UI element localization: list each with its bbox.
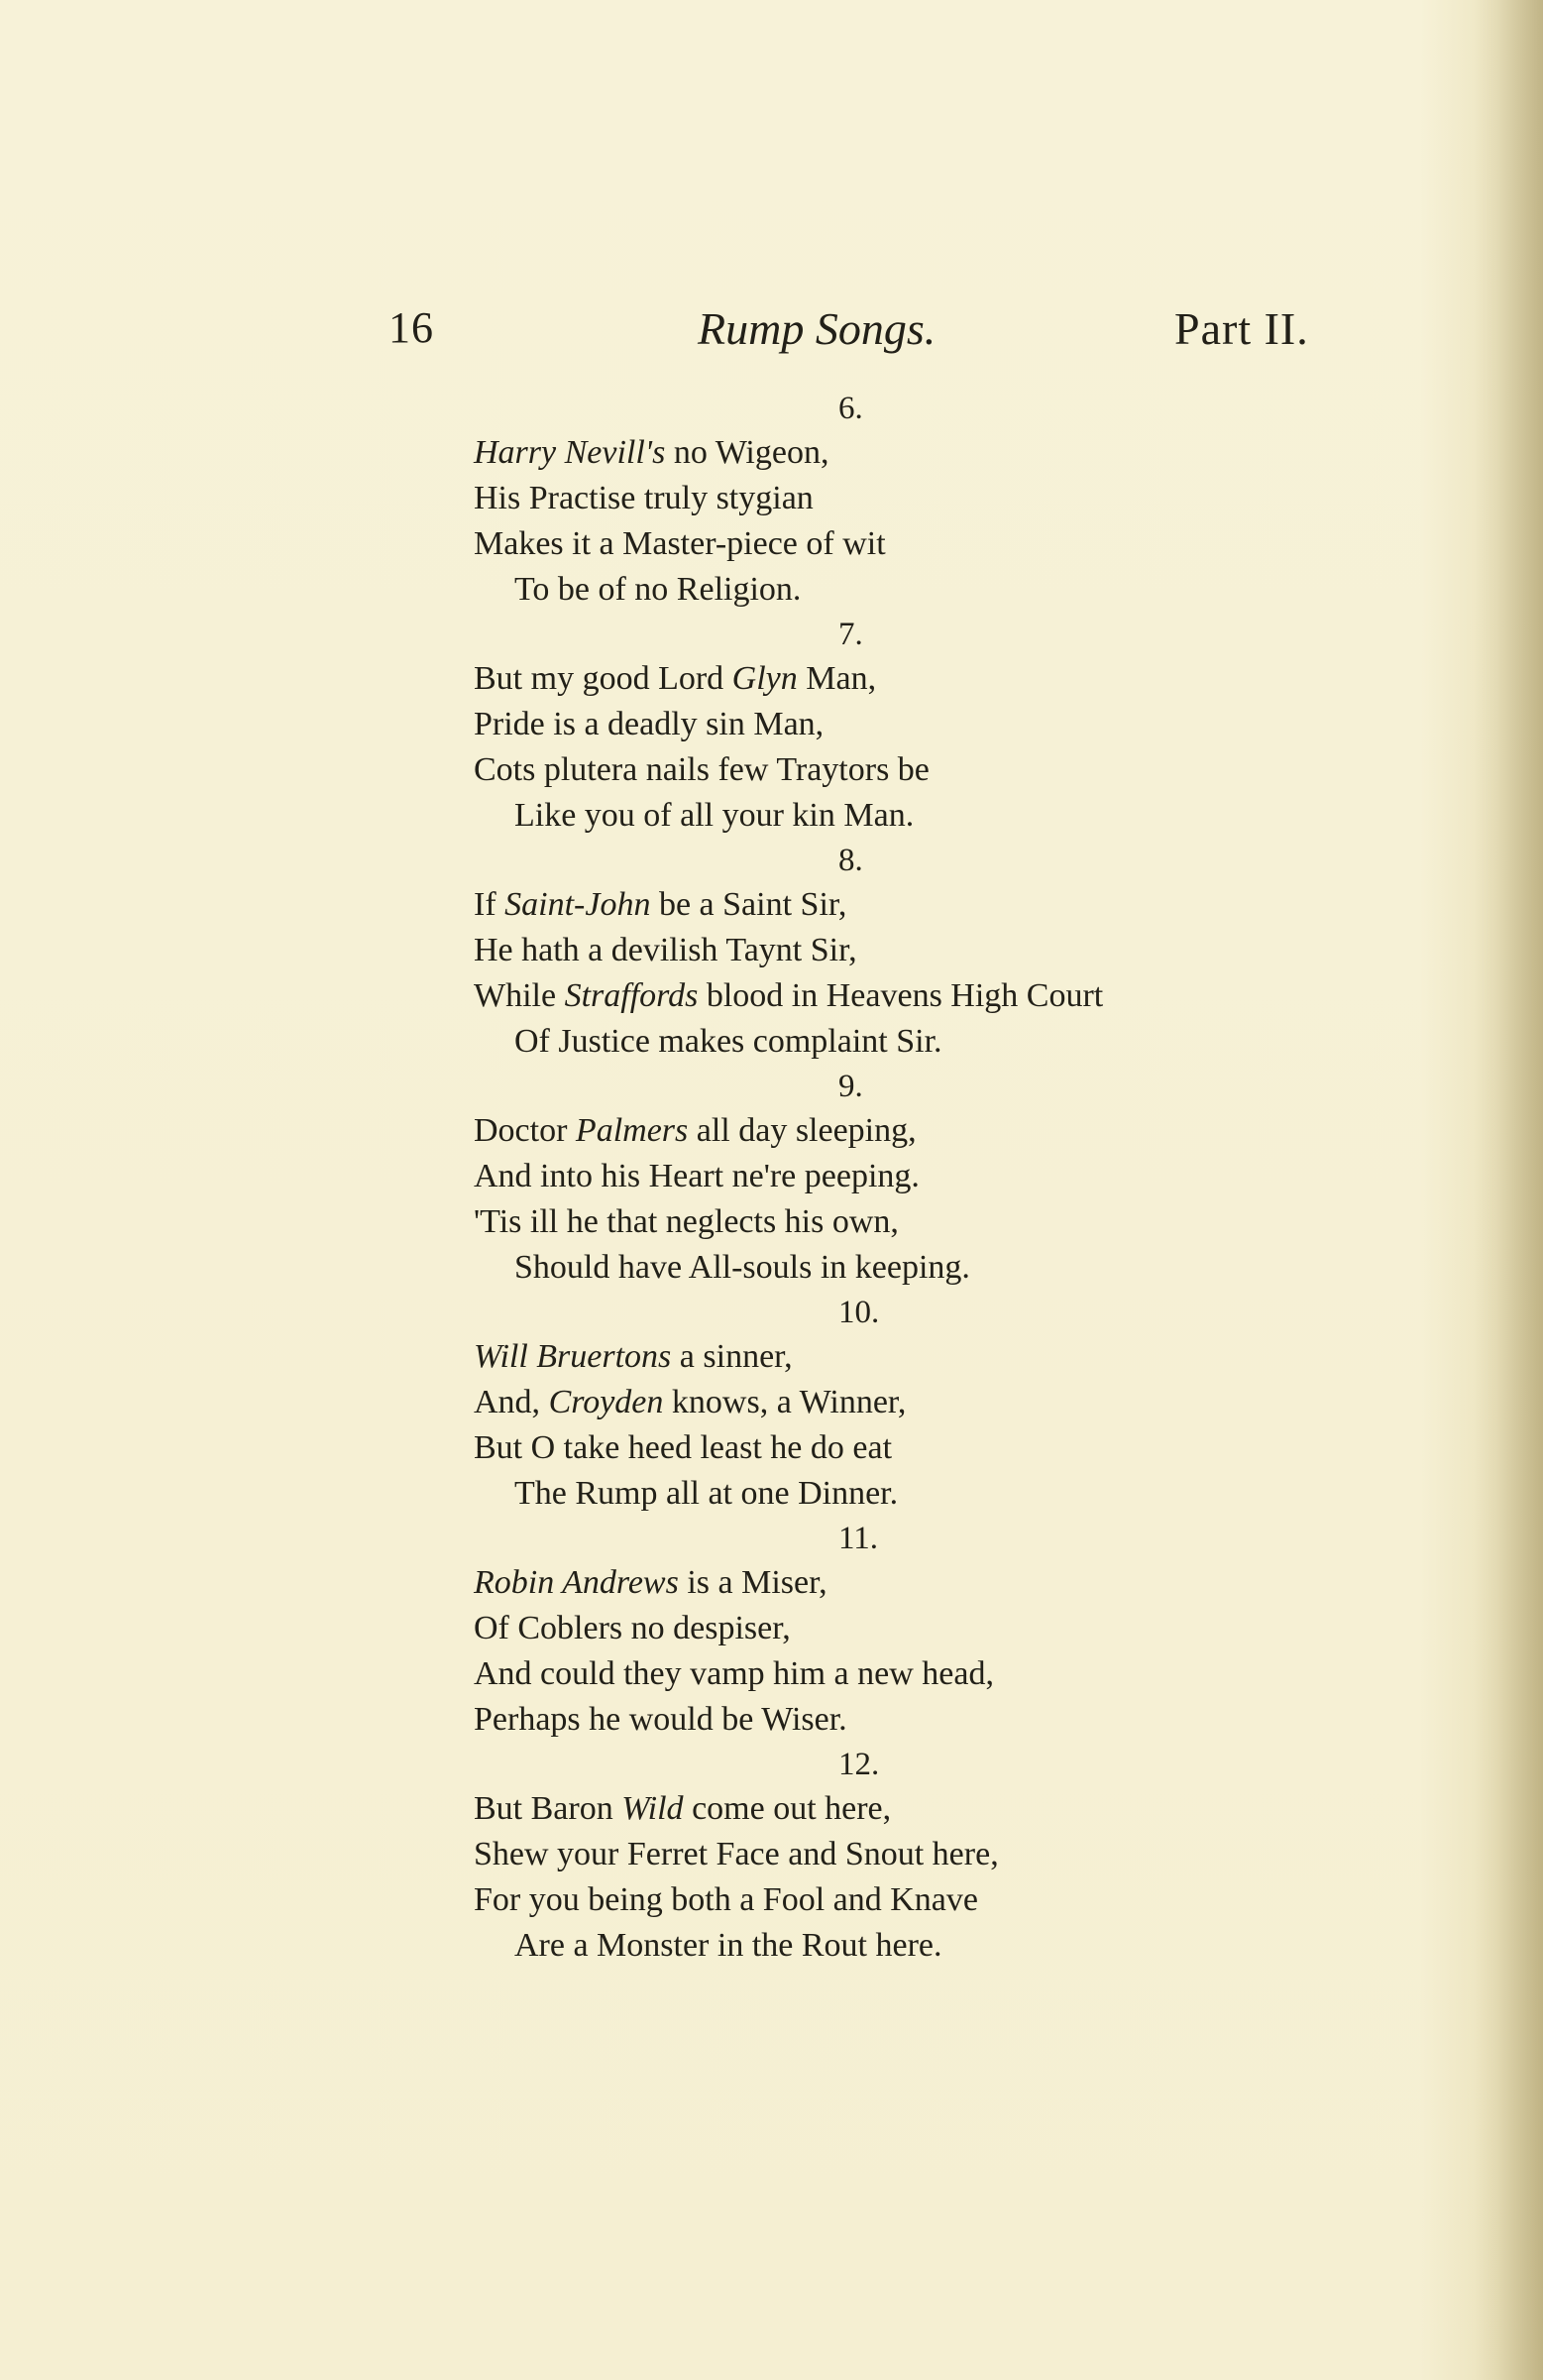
italic-name: Glyn bbox=[731, 660, 798, 697]
verse-text: But Baron bbox=[474, 1790, 622, 1827]
verse-line bbox=[474, 1832, 1366, 1877]
verse-line bbox=[474, 793, 1366, 839]
verse-line bbox=[474, 1199, 1366, 1245]
verse-text: But my good Lord bbox=[474, 660, 732, 697]
verse-text: Cots plutera nails few Traytors be bbox=[474, 751, 930, 788]
verse-text: Man, bbox=[797, 660, 877, 697]
verse-text: While bbox=[474, 977, 565, 1014]
verse-text: all day sleeping, bbox=[688, 1112, 917, 1149]
running-header bbox=[388, 302, 1340, 362]
verse-line bbox=[474, 882, 1366, 928]
verse-text: To be of no Religion. bbox=[514, 571, 802, 608]
verse-text: But O take heed least he do eat bbox=[474, 1429, 893, 1466]
italic-name: Saint-John bbox=[504, 886, 651, 923]
verse-line bbox=[474, 1471, 1366, 1517]
verse-line bbox=[474, 1245, 1366, 1291]
verse-line bbox=[474, 1786, 1366, 1832]
stanza-number: 8. bbox=[838, 843, 863, 878]
verse-text: Should have All-souls in keeping. bbox=[514, 1249, 970, 1286]
italic-name: Harry Nevill's bbox=[474, 434, 666, 471]
verse-text: a sinner, bbox=[671, 1338, 793, 1375]
verse-line bbox=[474, 702, 1366, 747]
stanza-number: 7. bbox=[838, 617, 863, 652]
verse-line bbox=[474, 1108, 1366, 1154]
verse-text: Are a Monster in the Rout here. bbox=[514, 1927, 942, 1964]
italic-name: Will Bruertons bbox=[474, 1338, 672, 1375]
verse-line bbox=[474, 476, 1366, 521]
verse-line bbox=[474, 1923, 1366, 1969]
verse-line bbox=[474, 1380, 1366, 1425]
italic-name: Straffords bbox=[564, 977, 699, 1014]
verse-text: Of Coblers no despiser, bbox=[474, 1610, 791, 1646]
verse-line bbox=[474, 1560, 1366, 1606]
verse-text: Perhaps he would be Wiser. bbox=[474, 1701, 847, 1738]
verse-text: be a Saint Sir, bbox=[650, 886, 847, 923]
verse-text: And, bbox=[474, 1384, 549, 1420]
verse-text: Like you of all your kin Man. bbox=[514, 797, 915, 834]
verse-line bbox=[474, 1154, 1366, 1199]
verse-text: His Practise truly stygian bbox=[474, 480, 814, 516]
stanza-number: 11. bbox=[838, 1521, 879, 1556]
running-title: Rump Songs. bbox=[698, 303, 937, 354]
part-label: Part II. bbox=[1174, 303, 1309, 354]
italic-name: Wild bbox=[621, 1790, 684, 1827]
stanza-number: 10. bbox=[838, 1295, 880, 1330]
verse-line bbox=[474, 567, 1366, 613]
verse-line bbox=[474, 973, 1366, 1019]
verse-line bbox=[474, 1697, 1366, 1743]
verse-line bbox=[474, 747, 1366, 793]
italic-name: Palmers bbox=[575, 1112, 689, 1149]
verse-text: blood in Heavens High Court bbox=[698, 977, 1104, 1014]
italic-name: Croyden bbox=[548, 1384, 664, 1420]
verse-line bbox=[474, 928, 1366, 973]
verse-line bbox=[474, 1425, 1366, 1471]
verse-text: He hath a devilish Taynt Sir, bbox=[474, 932, 857, 968]
verse-text: And could they vamp him a new head, bbox=[474, 1655, 994, 1692]
verse-text: come out here, bbox=[683, 1790, 892, 1827]
verse-text: no Wigeon, bbox=[665, 434, 829, 471]
page-edge-shadow bbox=[1474, 0, 1543, 2380]
verse-text: Makes it a Master-piece of wit bbox=[474, 525, 886, 562]
verse-line bbox=[474, 430, 1366, 476]
verse-text: And into his Heart ne're peeping. bbox=[474, 1158, 920, 1194]
verse-text: The Rump all at one Dinner. bbox=[514, 1475, 899, 1512]
verse-text: If bbox=[474, 886, 505, 923]
verse-line bbox=[474, 1334, 1366, 1380]
poem-body bbox=[474, 387, 1366, 1969]
verse-text: Doctor bbox=[474, 1112, 576, 1149]
verse-text: Shew your Ferret Face and Snout here, bbox=[474, 1836, 999, 1872]
verse-line bbox=[474, 1606, 1366, 1651]
verse-line bbox=[474, 521, 1366, 567]
verse-text: is a Miser, bbox=[678, 1564, 827, 1601]
page-number: 16 bbox=[388, 303, 434, 352]
verse-line bbox=[474, 1877, 1366, 1923]
verse-text: 'Tis ill he that neglects his own, bbox=[474, 1203, 899, 1240]
stanza-number: 12. bbox=[838, 1747, 880, 1782]
verse-line bbox=[474, 656, 1366, 702]
verse-line bbox=[474, 1651, 1366, 1697]
verse-text: Of Justice makes complaint Sir. bbox=[514, 1023, 942, 1060]
verse-line bbox=[474, 1019, 1366, 1065]
stanza-number: 6. bbox=[838, 391, 863, 426]
stanza-number: 9. bbox=[838, 1069, 863, 1104]
italic-name: Robin Andrews bbox=[474, 1564, 679, 1601]
verse-text: knows, a Winner, bbox=[663, 1384, 907, 1420]
verse-text: For you being both a Fool and Knave bbox=[474, 1881, 978, 1918]
verse-text: Pride is a deadly sin Man, bbox=[474, 706, 825, 742]
